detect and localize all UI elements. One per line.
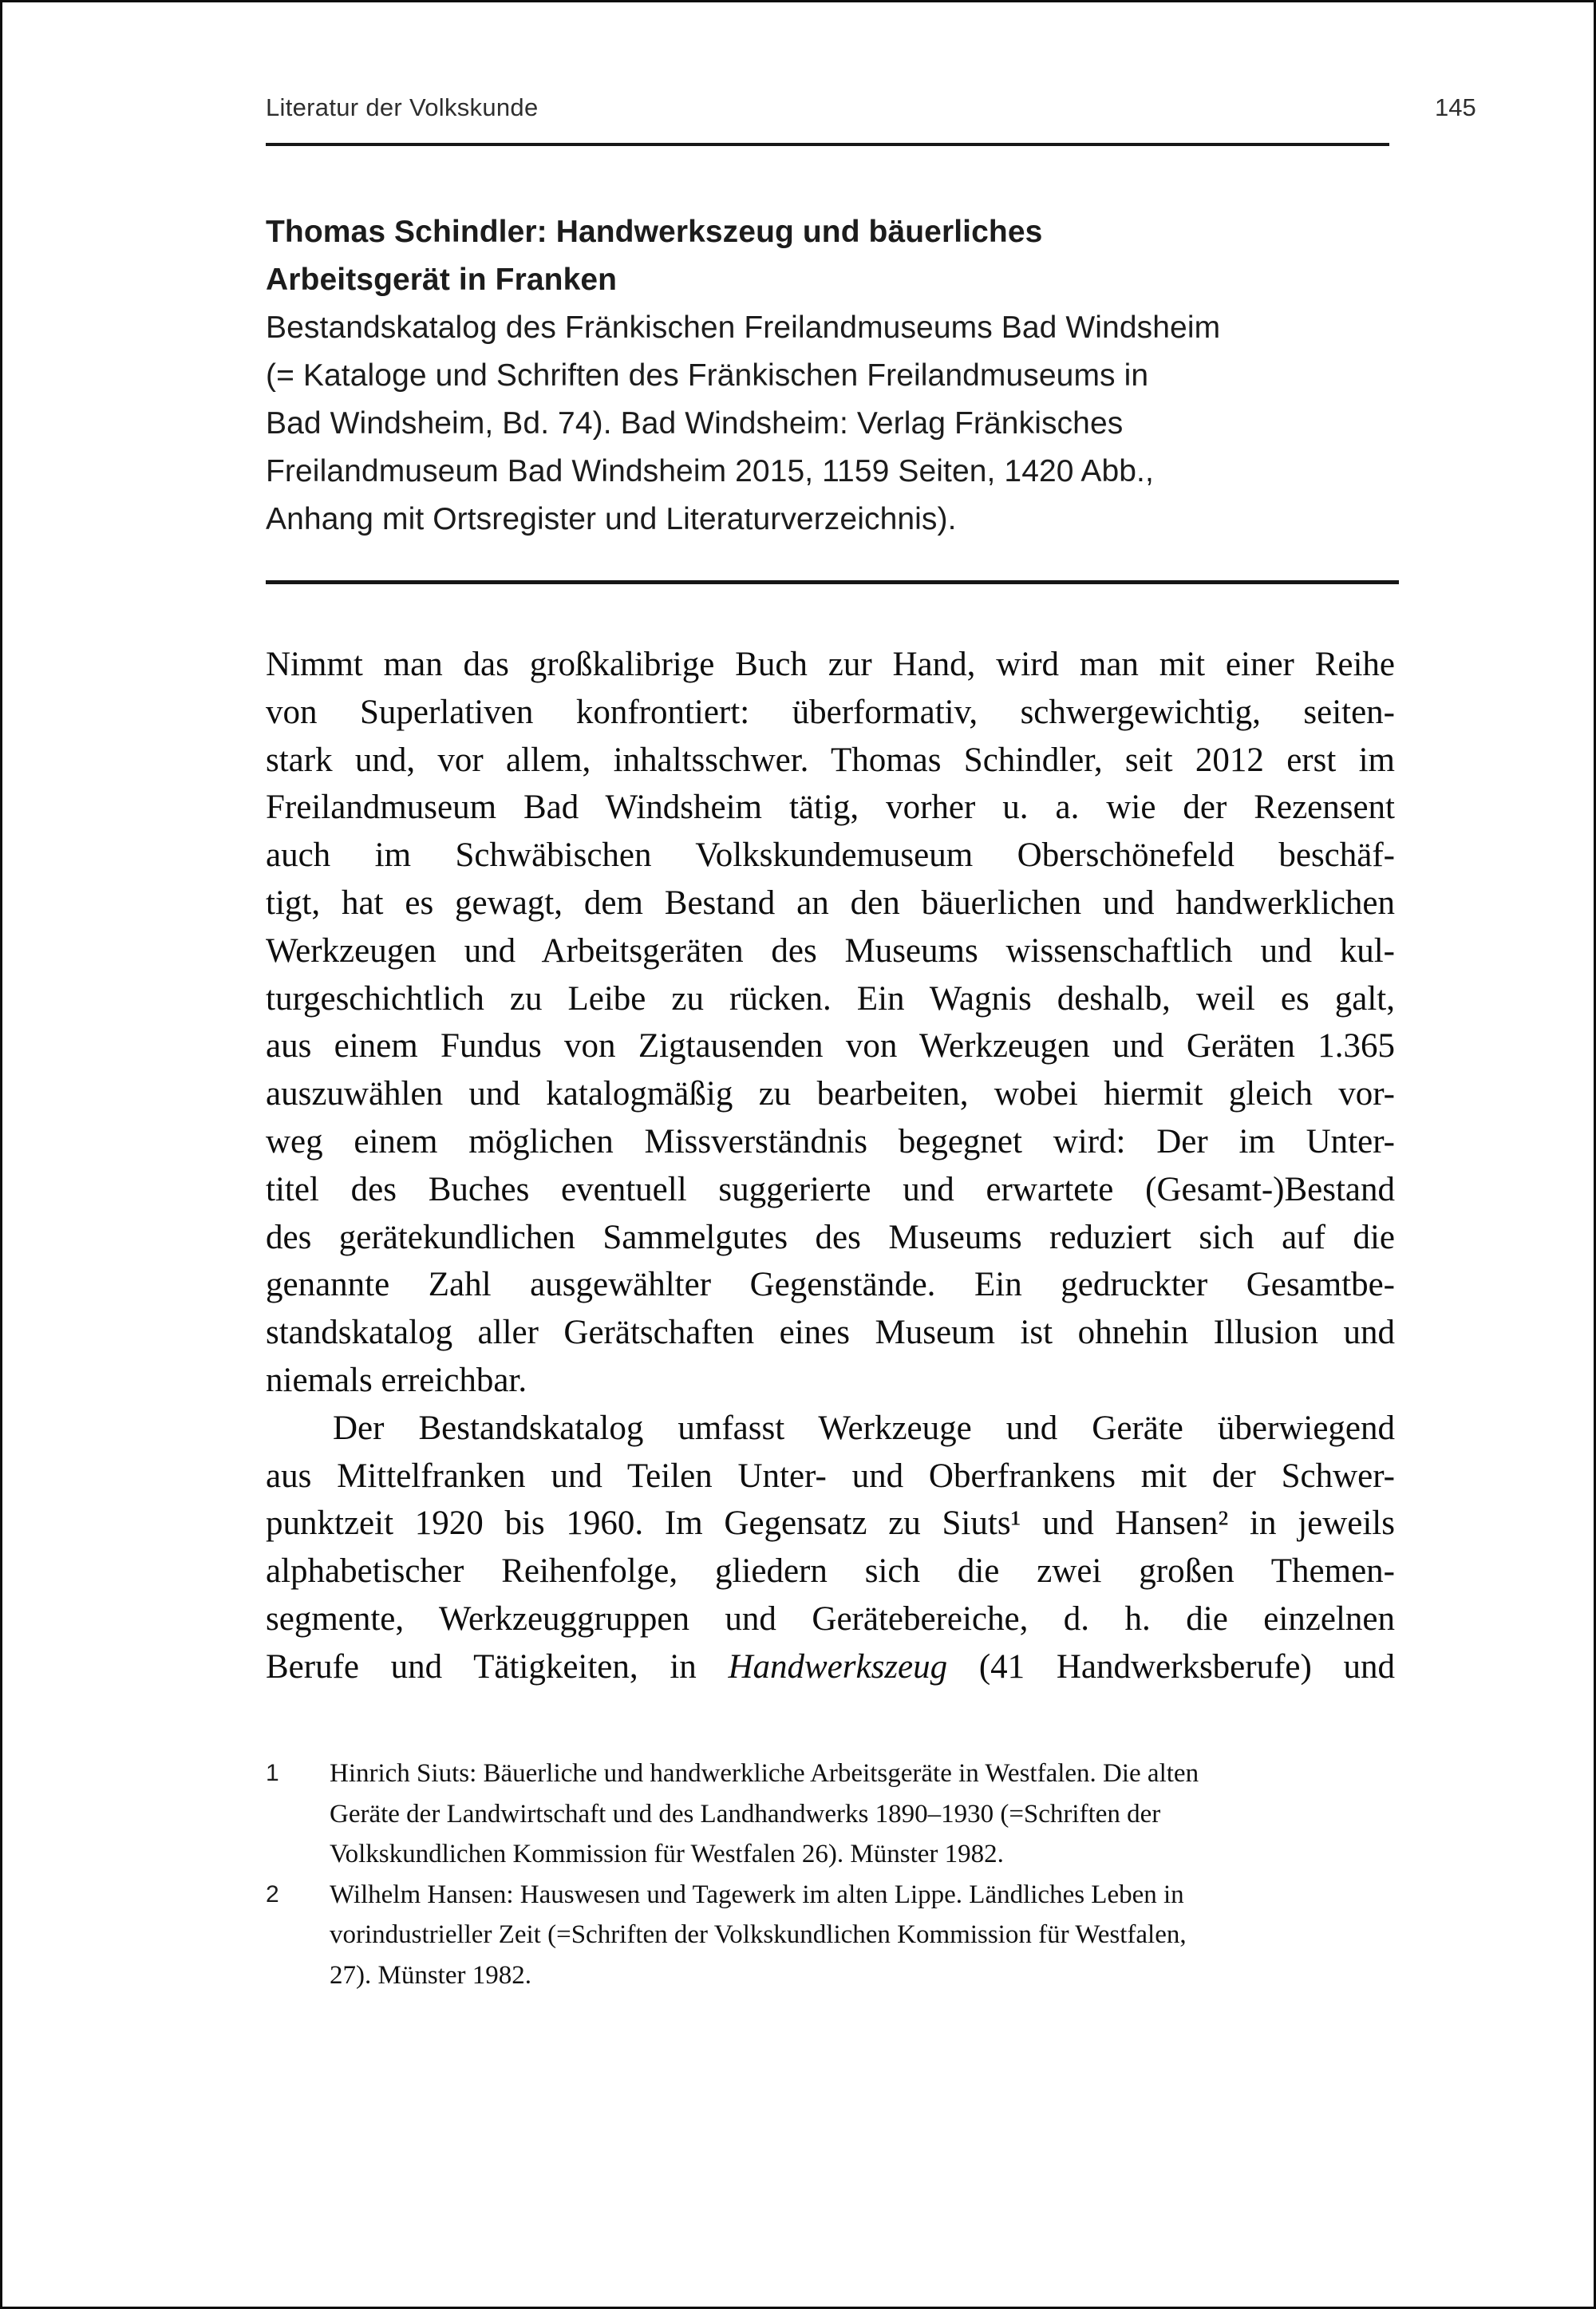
footnote (266, 1753, 1395, 1875)
heading-rule (266, 580, 1399, 584)
text-segment: Der Bestandskatalog umfasst Werkzeuge und Geräte überwiegend (333, 1409, 1395, 1447)
text-segment: Thomas Schindler: Handwerkszeug und bäuerliches (266, 215, 1043, 249)
body-text-line (266, 1118, 1395, 1166)
body-text-line (266, 1309, 1395, 1357)
review-biblio-line (266, 352, 1415, 400)
text-segment: titel des Buches eventuell suggerierte und erwartete (Gesamt-)Bestand (266, 1170, 1395, 1208)
text-segment: Berufe und Tätigkeiten, in (266, 1647, 729, 1686)
footnote-line (330, 1834, 1395, 1875)
review-biblio-line (266, 304, 1415, 352)
text-segment: vorindustrieller Zeit (=Schriften der Volkskundlichen Kommission für Westfalen, (330, 1920, 1187, 1949)
body-text-line (266, 689, 1395, 737)
text-segment: tigt, hat es gewagt, dem Bestand an den bäuerlichen und handwerklichen (266, 884, 1395, 922)
text-segment: genannte Zahl ausgewählter Gegenstände. Ein gedruckter Gesamtbe- (266, 1266, 1395, 1304)
body-text-line (266, 1453, 1395, 1500)
text-segment: Werkzeugen und Arbeitsgeräten des Museums wissenschaftlich und kul- (266, 931, 1395, 970)
review-biblio-line (266, 448, 1415, 496)
text-segment: standskatalog aller Gerätschaften eines Museum ist ohnehin Illusion und (266, 1314, 1395, 1352)
review-title-line (266, 208, 1415, 256)
footnote-text (330, 1753, 1395, 1875)
text-segment: (= Kataloge und Schriften des Fränkischen Freilandmuseums in (266, 358, 1149, 393)
italic-term: Handwerkszeug (728, 1647, 948, 1686)
text-segment: auszuwählen und katalogmäßig zu bearbeiten, wobei hiermit gleich vor- (266, 1075, 1395, 1113)
text-segment: Wilhelm Hansen: Hauswesen und Tagewerk im alten Lippe. Ländliches Leben in (330, 1880, 1184, 1909)
footnote-line (330, 1955, 1395, 1996)
body-text-line (266, 1070, 1395, 1118)
review-body (266, 641, 1395, 1691)
body-text-line (266, 1166, 1395, 1214)
body-text-line (266, 1405, 1395, 1453)
body-text-line (266, 880, 1395, 927)
text-segment: Freilandmuseum Bad Windsheim tätig, vorher u. a. wie der Rezensent (266, 789, 1395, 827)
text-segment: turgeschichtlich zu Leibe zu rücken. Ein Wagnis deshalb, weil es galt, (266, 979, 1395, 1018)
text-segment: von Superlativen konfrontiert: überformativ, schwergewichtig, seiten- (266, 693, 1395, 731)
text-segment: stark und, vor allem, inhaltsschwer. Thomas Schindler, seit 2012 erst im (266, 741, 1395, 779)
footnote (266, 1875, 1395, 1996)
text-segment: alphabetischer Reihenfolge, gliedern sich die zwei großen Themen- (266, 1552, 1395, 1591)
text-segment: niemals erreichbar. (266, 1361, 527, 1399)
body-text-line (266, 1500, 1395, 1548)
review-title-line (266, 256, 1415, 304)
text-segment: weg einem möglichen Missverständnis begegnet wird: Der im Unter- (266, 1122, 1395, 1160)
body-text-line (266, 737, 1395, 785)
header-rule (266, 143, 1389, 146)
text-segment: Freilandmuseum Bad Windsheim 2015, 1159 Seiten, 1420 Abb., (266, 454, 1154, 488)
text-segment: Arbeitsgerät in Franken (266, 263, 618, 297)
body-text-line (266, 641, 1395, 689)
review-biblio-line (266, 496, 1415, 544)
body-text-line (266, 975, 1395, 1023)
text-segment: Volkskundlichen Kommission für Westfalen 26). Münster 1982. (330, 1840, 1004, 1868)
text-segment: Bad Windsheim, Bd. 74). Bad Windsheim: Verlag Fränkisches (266, 406, 1124, 441)
body-text-line (266, 1357, 1395, 1405)
footnote-line (330, 1875, 1395, 1916)
text-segment: punktzeit 1920 bis 1960. Im Gegensatz zu Siuts¹ und Hansen² in jeweils (266, 1504, 1395, 1543)
text-segment: Nimmt man das großkalibrige Buch zur Hand, wird man mit einer Reihe (266, 646, 1395, 683)
body-text-line (266, 1643, 1395, 1691)
footnote-line (330, 1794, 1395, 1835)
text-segment: Anhang mit Ortsregister und Literaturverzeichnis). (266, 502, 957, 536)
text-segment: Hinrich Siuts: Bäuerliche und handwerkliche Arbeitsgeräte in Westfalen. Die alten (330, 1759, 1199, 1788)
review-heading (266, 208, 1415, 544)
footnote-text (330, 1875, 1395, 1996)
text-segment: Bestandskatalog des Fränkischen Freilandmuseums Bad Windsheim (266, 310, 1221, 345)
text-segment: segmente, Werkzeuggruppen und Gerätebereiche, d. h. die einzelnen (266, 1599, 1395, 1638)
body-text-line (266, 784, 1395, 832)
text-segment: auch im Schwäbischen Volkskundemuseum Oberschönefeld beschäf- (266, 836, 1395, 875)
body-text-line (266, 927, 1395, 975)
text-segment: aus Mittelfranken und Teilen Unter- und Oberfrankens mit der Schwer- (266, 1457, 1395, 1495)
body-text-line (266, 1261, 1395, 1309)
text-segment: (41 Handwerksberufe) und (947, 1647, 1395, 1686)
text-segment: des gerätekundlichen Sammelgutes des Museums reduziert sich auf die (266, 1218, 1395, 1256)
footnote-marker: 1 (266, 1760, 279, 1786)
footnotes (266, 1753, 1395, 1995)
review-title (266, 208, 1415, 304)
footnote-line (330, 1915, 1395, 1955)
review-bibliography (266, 304, 1415, 544)
page-number: 145 (1435, 93, 1476, 121)
running-head-title: Literatur der Volkskunde (266, 93, 539, 121)
body-text-line (266, 832, 1395, 880)
review-biblio-line (266, 400, 1415, 448)
body-text-line (266, 1548, 1395, 1595)
text-segment: aus einem Fundus von Zigtausenden von Werkzeugen und Geräten 1.365 (266, 1027, 1395, 1066)
footnote-line (330, 1753, 1395, 1794)
body-text-line (266, 1214, 1395, 1262)
text-segment: Geräte der Landwirtschaft und des Landhandwerks 1890–1930 (=Schriften der (330, 1799, 1161, 1829)
body-text-line (266, 1595, 1395, 1643)
footnote-marker: 2 (266, 1880, 279, 1908)
body-text-line (266, 1022, 1395, 1070)
text-segment: 27). Münster 1982. (330, 1960, 531, 1990)
